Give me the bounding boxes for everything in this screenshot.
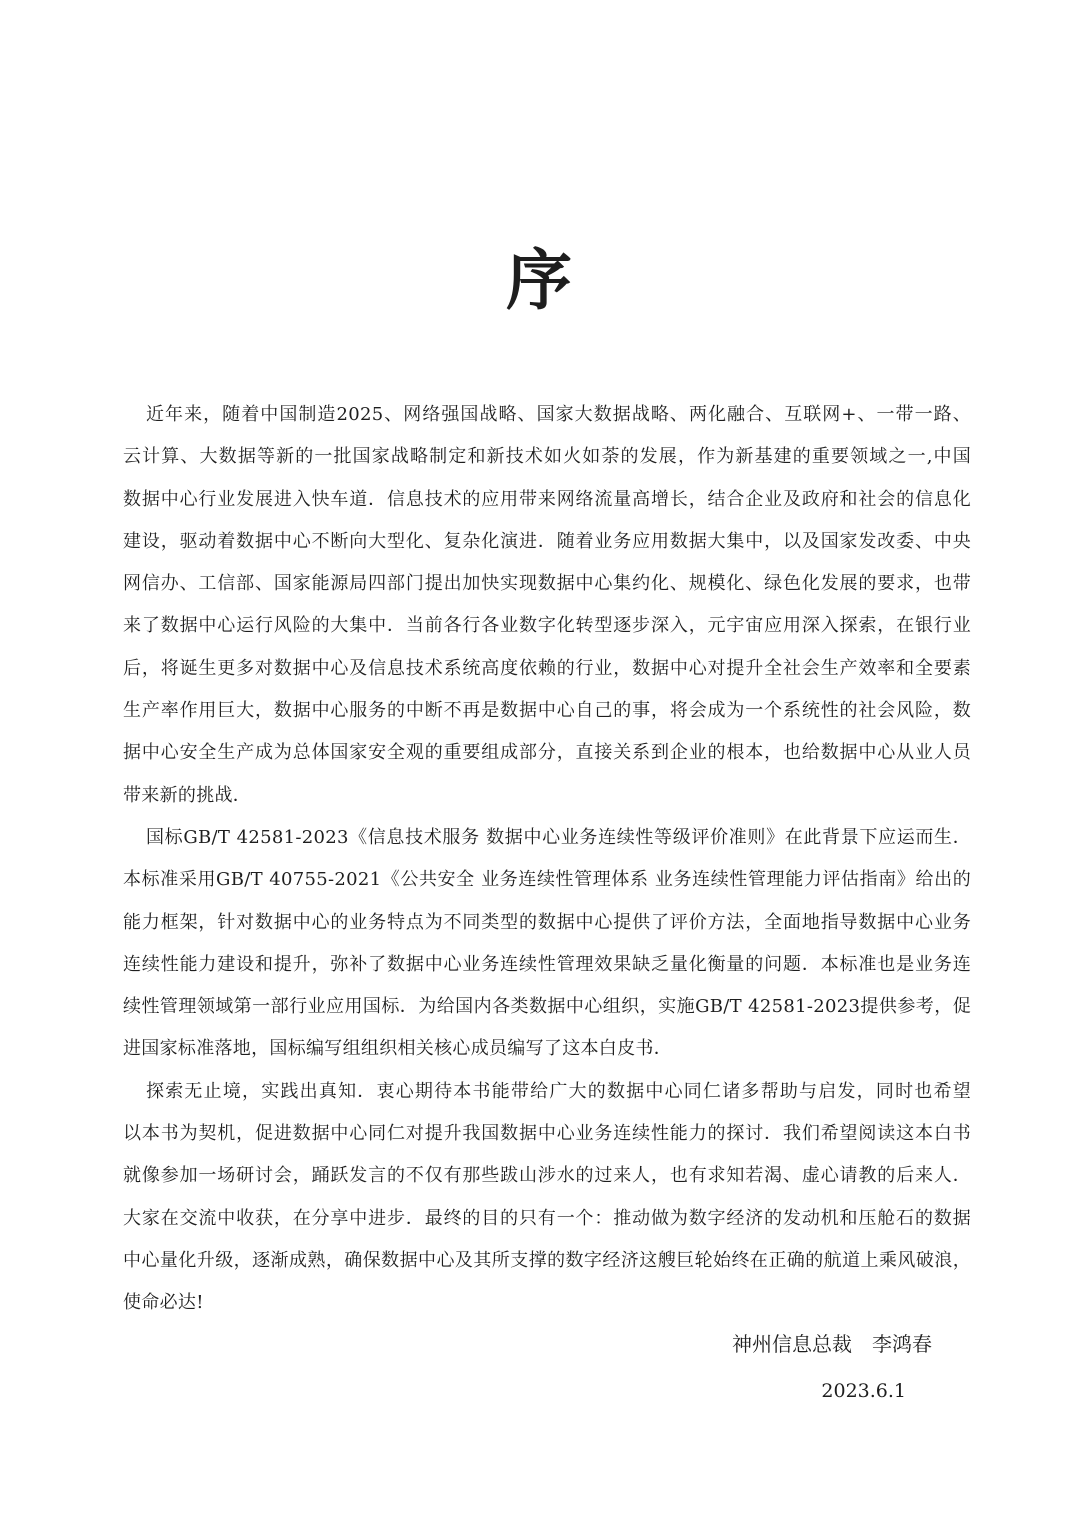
text-line: 能力框架，针对数据中心的业务特点为不同类型的数据中心提供了评价方法，全面地指导数据中心业务 bbox=[123, 911, 971, 933]
text-line: 进国家标准落地，国标编写组组织相关核心成员编写了这本白皮书． bbox=[123, 1038, 672, 1060]
text-line: 使命必达! bbox=[123, 1292, 204, 1314]
page-title: 序 bbox=[506, 241, 574, 319]
text-line: 云计算、大数据等新的一批国家战略制定和新技术如火如荼的发展，作为新基建的重要领域之一,中国 bbox=[123, 446, 971, 468]
text-line: 续性管理领域第一部行业应用国标．为给国内各类数据中心组织，实施GB/T 42581-2023提供参考，促 bbox=[123, 996, 971, 1018]
text-line: 本标准采用GB/T 40755-2021《公共安全 业务连续性管理体系 业务连续性管理能力评估指南》给出的 bbox=[123, 869, 971, 891]
text-line: 国标GB/T 42581-2023《信息技术服务 数据中心业务连续性等级评价准则》在此背景下应运而生． bbox=[146, 826, 971, 848]
text-line: 带来新的挑战． bbox=[123, 784, 252, 806]
paragraph-2 bbox=[123, 817, 971, 1071]
text-line: 连续性能力建设和提升，弥补了数据中心业务连续性管理效果缺乏量化衡量的问题．本标准也是业务连 bbox=[123, 953, 971, 975]
text-line: 中心量化升级，逐渐成熟，确保数据中心及其所支撑的数字经济这艘巨轮始终在正确的航道上乘风破浪， bbox=[123, 1249, 971, 1271]
text-line: 据中心安全生产成为总体国家安全观的重要组成部分，直接关系到企业的根本，也给数据中心从业人员 bbox=[123, 742, 971, 764]
text-line: 建设，驱动着数据中心不断向大型化、复杂化演进．随着业务应用数据大集中，以及国家发改委、中央 bbox=[123, 530, 971, 552]
text-line: 数据中心行业发展进入快车道．信息技术的应用带来网络流量高增长，结合企业及政府和社会的信息化 bbox=[123, 488, 971, 510]
paragraph-1 bbox=[123, 394, 971, 817]
text-line: 生产率作用巨大，数据中心服务的中断不再是数据中心自己的事，将会成为一个系统性的社会风险，数 bbox=[123, 700, 971, 722]
text-line: 近年来，随着中国制造2025、网络强国战略、国家大数据战略、两化融合、互联网+、一带一路、 bbox=[146, 404, 971, 425]
document-body bbox=[123, 394, 971, 1325]
text-line: 后，将诞生更多对数据中心及信息技术系统高度依赖的行业，数据中心对提升全社会生产效率和全要素 bbox=[123, 657, 971, 679]
signature-name: 神州信息总裁 李鸿春 bbox=[732, 1332, 932, 1356]
text-line: 就像参加一场研讨会，踊跃发言的不仅有那些跋山涉水的过来人，也有求知若渴、虚心请教的后来人． bbox=[123, 1165, 971, 1187]
text-line: 探索无止境，实践出真知．衷心期待本书能带给广大的数据中心同仁诸多帮助与启发，同时也希望 bbox=[146, 1080, 971, 1102]
text-line: 网信办、工信部、国家能源局四部门提出加快实现数据中心集约化、规模化、绿色化发展的要求，也带 bbox=[123, 573, 971, 595]
signature-date: 2023.6.1 bbox=[821, 1380, 906, 1402]
text-line: 大家在交流中收获，在分享中进步．最终的目的只有一个：推动做为数字经济的发动机和压舱石的数据 bbox=[123, 1207, 971, 1229]
text-line: 来了数据中心运行风险的大集中．当前各行各业数字化转型逐步深入，元宇宙应用深入探索，在银行业 bbox=[123, 615, 971, 637]
paragraph-3 bbox=[123, 1071, 971, 1325]
text-line: 以本书为契机，促进数据中心同仁对提升我国数据中心业务连续性能力的探讨．我们希望阅读这本白书 bbox=[123, 1123, 971, 1145]
